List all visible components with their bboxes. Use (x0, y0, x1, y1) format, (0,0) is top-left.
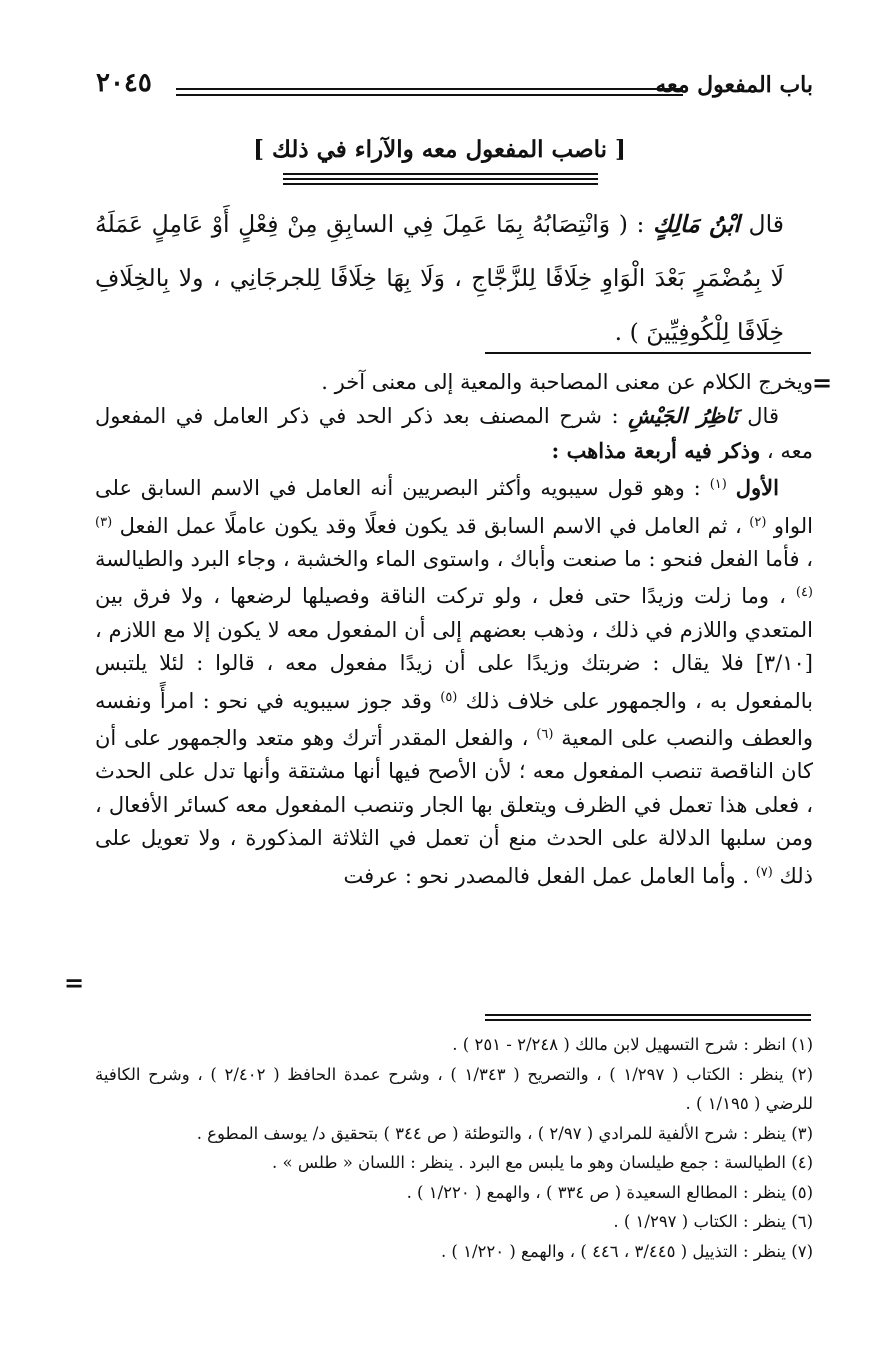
verse-text: : ( وَانْتِصَابُهُ بِمَا عَمِلَ فِي السابِقِ مِنْ فِعْلٍ أَوْ عَامِلٍ عَمَلَهُ لَا بِمُضْمَرٍ بَعْدَ الْوَاوِ خِلَافًا لِلزَّجَّاجِ ، وَلَا بِهَا خِلَافًا لِلجرجَانِي ، ولا بِالخِلَافِ خِلَافًا لِلْكُوفِيِّينَ ) . (95, 210, 784, 346)
note-ref-1: (١) (709, 477, 727, 493)
running-header-title: باب المفعول معه (655, 72, 813, 98)
continuation-mark: = (812, 368, 833, 397)
footnote-rule-1 (485, 1014, 811, 1016)
footnote-5: (٥) ينظر : المطالع السعيدة ( ص ٣٣٤ ) ، والهمع ( ١/٢٢٠ ) . (406, 1182, 813, 1202)
commentator-name: نَاظِرُ الجَيْشِ (628, 403, 738, 429)
first-opinion-paragraph: الأول $^{(١)}$ : وهو قول سيبويه وأكثر البصريين أنه العامل في الاسم السابق على الواو $^{(٢)}$ ، ثم العامل في الاسم السابق قد يكون فعلًا وقد يكون عاملًا عمل الفعل $^{(٣)}$ ، فأما الفعل فنحو : ما صنعت وأباك ، واستوى الماء والخشبة ، وجاء البرد والطيالسة $^{(٤)}$ ، وما زلت وزيدًا حتى فعل ، ولو تركت الناقة وفصيلها لرضعها ، ولا فرق بين المتعدي واللازم في ذلك ، وذهب بعضهم إلى أن المفعول معه لا يكون إلا مع اللازم ، [٣/١٠] فلا يقال : ضربتك وزيدًا على أن زيدًا مفعول معه ، قالوا : لئلا يلتبس بالمفعول به ، والجمهور على خلاف ذلك $^{(٥)}$ وقد جوز سيبويه في نحو : امرأً ونفسه والعطف والنصب على المعية $^{(٦)}$ ، والفعل المقدر أترك وهو متعد والجمهور على أن كان الناقصة تنصب المفعول معه ؛ لأن الأصح فيها أنها مشتقة وأنها تدل على الحدث ، فعلى هذا تعمل في الظرف ويتعلق بها الجار وتنصب المفعول معه كسائر الأفعال ، ومن سلبها الدلالة على الحدث منع أن تعمل في الثلاثة المذكورة ، ولا تعويل على ذلك $^{(٧)}$ . وأما العامل عمل الفعل فالمصدر نحو : عرفت (95, 475, 814, 888)
footnote-1: (١) انظر : شرح التسهيل لابن مالك ( ٢/٢٤٨ - ٢٥١ ) . (452, 1035, 813, 1054)
note-ref-2: (٢) (749, 514, 767, 530)
verse-speaker-name: ابْنُ مَالِكٍ (652, 210, 740, 238)
section-rule-2 (283, 178, 598, 180)
footnote-7: (٧) ينظر : التذييل ( ٣/٤٤٥ ، ٤٤٦ ) ، والهمع ( ١/٢٢٠ ) . (440, 1241, 813, 1261)
section-title: [ ناصب المفعول معه والآراء في ذلك ] (253, 136, 626, 163)
footnotes (95, 1030, 813, 1266)
footnote-4: (٤) الطيالسة : جمع طيلسان وهو ما يلبس مع البرد . ينظر : اللسان « طلس » . (272, 1153, 813, 1172)
verse-speaker-prefix: قال (748, 210, 784, 238)
note-ref-7: (٧) (755, 864, 773, 880)
footnote-rule-2 (485, 1019, 811, 1021)
commentary-body (95, 366, 813, 893)
section-rule-1 (283, 173, 598, 175)
intro-paragraph: قال نَاظِرُ الجَيْشِ : شرح المصنف بعد ذكر الحد في ذكر العامل في المفعول معه ، وذكر فيه أربعة مذاهب : (95, 403, 813, 463)
page-number: ٢٠٤٥ (96, 68, 152, 98)
note-ref-3: (٣) (95, 514, 113, 530)
section-rule-3 (283, 183, 598, 185)
footnote-6: (٦) ينظر : الكتاب ( ١/٢٩٧ ) . (613, 1212, 813, 1231)
continues-next-page-mark: = (64, 968, 85, 997)
four-opinions-heading: وذكر فيه أربعة مذاهب : (551, 437, 761, 463)
verse-separator-rule (485, 352, 811, 354)
header-double-rule (176, 88, 683, 96)
footnote-2: (٢) ينظر : الكتاب ( ١/٢٩٧ ) ، والتصريح ( ١/٣٤٣ ) ، وشرح عمدة الحافظ ( ٢/٤٠٢ ) ، وشرح الكافية للرضي ( ١/١٩٥ ) . (95, 1064, 813, 1113)
note-ref-4: (٤) (795, 585, 813, 601)
verse-block (95, 197, 784, 359)
footnote-3: (٣) ينظر : شرح الألفية للمرادي ( ٢/٩٧ ) ، والتوطئة ( ص ٣٤٤ ) بتحقيق د/ يوسف المطوع . (196, 1123, 813, 1143)
note-ref-5: (٥) (440, 689, 458, 705)
first-opinion-label: الأول (735, 475, 779, 501)
note-ref-6: (٦) (536, 727, 554, 743)
continuation-line: ويخرج الكلام عن معنى المصاحبة والمعية إلى معنى آخر . (321, 370, 813, 394)
